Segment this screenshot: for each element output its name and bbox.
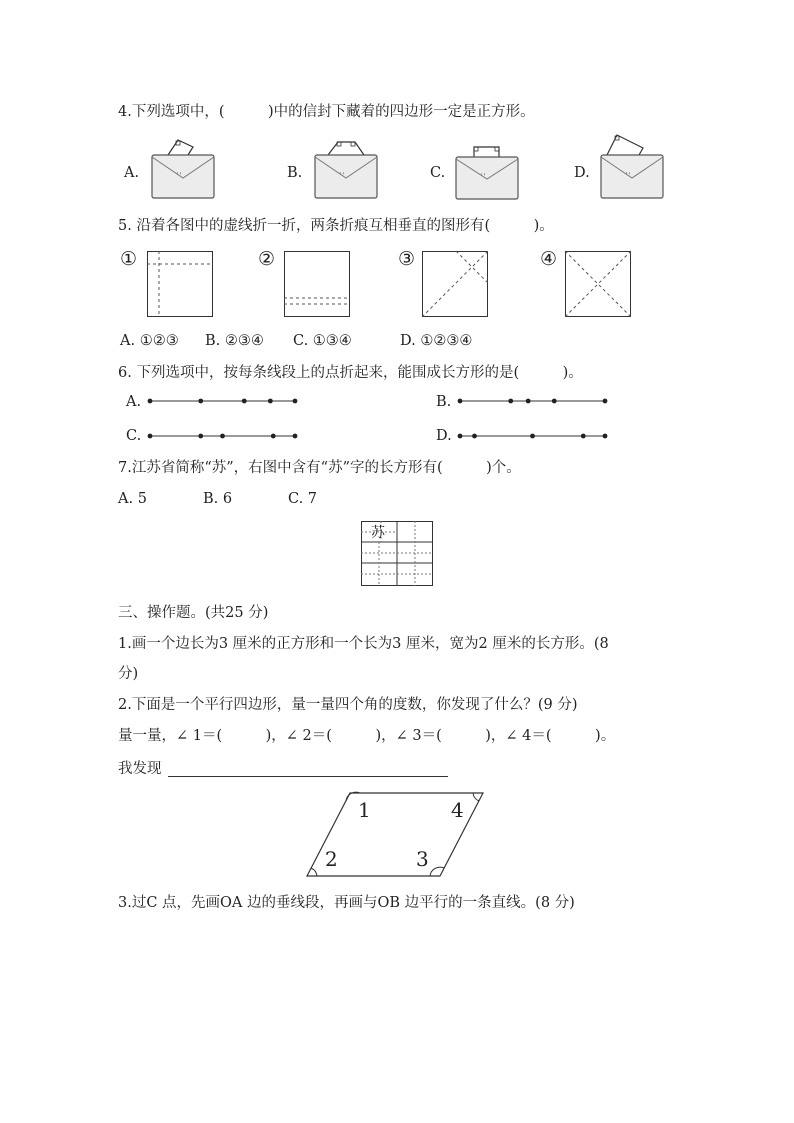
envelope-body <box>315 155 377 198</box>
q5-figure-3 <box>422 251 488 317</box>
section3-q3-stem: 3.过C 点，先画OA 边的垂线段，再画与OB 边平行的一条直线。(8 分) <box>118 895 575 911</box>
segment-point <box>581 434 586 439</box>
angle-arc-2 <box>311 868 317 876</box>
q7-choice-c: C. 7 <box>288 491 318 507</box>
segment-point <box>530 434 535 439</box>
hidden-quadrilateral-corner <box>168 140 193 155</box>
q5-figure-1 <box>147 251 213 317</box>
segment-point <box>293 399 298 404</box>
q5-choice-a: A. ①②③ <box>120 333 179 349</box>
segment-point <box>458 434 463 439</box>
envelope-body <box>601 155 663 198</box>
angle-label-4: 4 <box>451 798 464 822</box>
angle-label-2: 2 <box>325 847 338 871</box>
q4-stem: 4.下列选项中，( )中的信封下藏着的四边形一定是正方形。 <box>118 104 535 120</box>
envelope-body <box>456 157 518 199</box>
answer-line[interactable] <box>168 776 448 777</box>
segment-point <box>148 399 153 404</box>
section3-q1-line2: 分) <box>118 666 139 682</box>
segment-point <box>242 399 247 404</box>
su-character: 苏 <box>371 525 385 541</box>
q7-choice-b: B. 6 <box>203 491 233 507</box>
segment-point <box>472 434 477 439</box>
q6-segment-d <box>457 431 607 441</box>
section3-title: 三、操作题。(共25 分) <box>118 605 269 621</box>
parallelogram-figure <box>300 788 490 880</box>
q5-figure-1-label: ① <box>120 248 138 270</box>
envelope-d-figure <box>597 131 667 202</box>
right-angle-mark <box>495 147 499 151</box>
q6-option-b-label: B. <box>436 394 452 410</box>
angle-label-3: 3 <box>416 847 429 871</box>
q4-option-b-label: B. <box>287 165 303 181</box>
q7-stem: 7.江苏省简称“苏”，右图中含有“苏”字的长方形有( )个。 <box>118 460 521 476</box>
q4-option-d-label: D. <box>574 165 590 181</box>
q6-option-a-label: A. <box>126 394 142 410</box>
q7-choice-a: A. 5 <box>118 491 147 507</box>
q6-option-d-label: D. <box>436 428 452 444</box>
envelope-c-figure <box>452 138 522 202</box>
segment-point <box>508 399 513 404</box>
segment-point <box>198 399 203 404</box>
segment-point <box>198 434 203 439</box>
q5-stem: 5. 沿着各图中的虚线折一折，两条折痕互相垂直的图形有( )。 <box>118 218 554 234</box>
segment-point <box>458 399 463 404</box>
angle-arc-4 <box>473 793 479 801</box>
q5-figure-4 <box>565 251 631 317</box>
section3-q2-measure: 量一量，∠ 1＝( )，∠ 2＝( )，∠ 3＝( )，∠ 4＝( )。 <box>118 728 616 744</box>
envelope-body <box>152 155 214 198</box>
q6-segment-a <box>147 396 297 406</box>
envelope-b-figure <box>311 134 381 202</box>
segment-point <box>603 434 608 439</box>
section3-q2-find-label: 我发现 <box>118 761 162 777</box>
segment-point <box>148 434 153 439</box>
q5-choice-d: D. ①②③④ <box>400 333 473 349</box>
q5-figure-3-label: ③ <box>398 248 416 270</box>
fold-line <box>422 251 488 317</box>
q5-choice-c: C. ①③④ <box>293 333 352 349</box>
q6-segment-c <box>147 431 297 441</box>
segment-point <box>552 399 557 404</box>
segment-point <box>526 399 531 404</box>
segment-point <box>293 434 298 439</box>
q5-figure-2 <box>284 251 350 317</box>
angle-label-1: 1 <box>358 798 371 822</box>
segment-point <box>603 399 608 404</box>
segment-point <box>268 399 273 404</box>
q5-figure-4-label: ④ <box>540 248 558 270</box>
hidden-quadrilateral-corner <box>607 135 643 155</box>
section3-q2-stem: 2.下面是一个平行四边形，量一量四个角的度数，你发现了什么？(9 分) <box>118 697 578 713</box>
q4-option-a-label: A. <box>124 165 140 181</box>
right-angle-mark <box>474 147 478 151</box>
right-angle-mark <box>351 142 355 146</box>
q4-option-c-label: C. <box>430 165 446 181</box>
segment-point <box>271 434 276 439</box>
q5-choice-b: B. ②③④ <box>205 333 264 349</box>
q7-grid-figure <box>361 521 433 586</box>
q6-segment-b <box>457 396 607 406</box>
envelope-a-figure <box>148 136 218 202</box>
hidden-quadrilateral-corner <box>328 142 364 155</box>
q5-figure-2-label: ② <box>258 248 276 270</box>
q6-stem: 6. 下列选项中，按每条线段上的点折起来，能围成长方形的是( )。 <box>118 365 583 381</box>
section3-q1-line1: 1.画一个边长为3 厘米的正方形和一个长为3 厘米，宽为2 厘米的长方形。(8 <box>118 636 609 652</box>
q6-option-c-label: C. <box>126 428 142 444</box>
segment-point <box>220 434 225 439</box>
